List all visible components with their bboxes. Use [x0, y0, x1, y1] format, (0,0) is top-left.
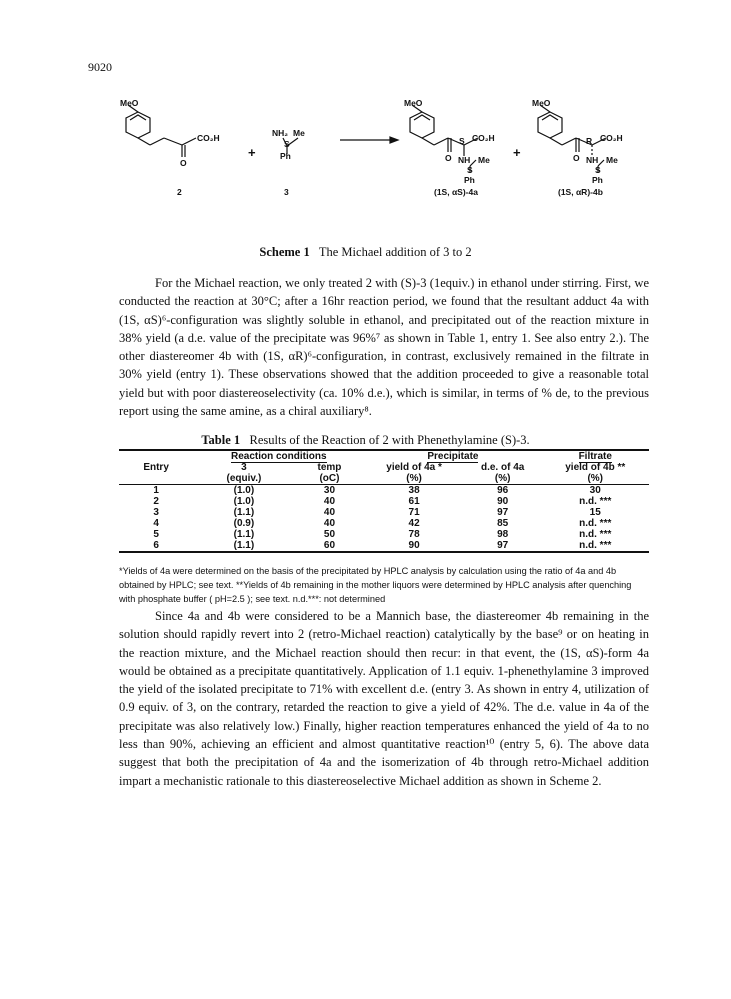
results-table: [119, 449, 649, 553]
scheme-caption: [0, 245, 731, 260]
header-precipitate: Precipitate: [364, 450, 541, 462]
co2h-label-2: CO₂H: [197, 133, 220, 143]
header-entry: [119, 450, 193, 462]
s-label-4a-amine: S: [467, 165, 473, 175]
scheme-1-figure: [100, 96, 700, 226]
o-label-2: O: [180, 158, 187, 168]
col-de-4a-unit: (%): [464, 473, 542, 485]
me-label-3: Me: [293, 128, 305, 138]
table-row: 1 (1.0) 30 38 96 30: [153, 485, 601, 496]
header-filtrate: Filtrate: [541, 450, 649, 462]
meo-label-4b: MeO: [532, 98, 551, 108]
o-label-4a: O: [445, 153, 452, 163]
compound-2-label: 2: [177, 187, 182, 197]
table-caption-label: Table 1: [201, 433, 241, 447]
paragraph-1: [119, 274, 649, 420]
header-conditions: Reaction conditions: [193, 450, 364, 462]
paragraph-2: [119, 607, 649, 790]
meo-label-2: MeO: [120, 98, 139, 108]
co2h-label-4b: CO₂H: [600, 133, 623, 143]
col-yield-4a: yield of 4a *: [386, 462, 442, 473]
ph-label-4a: Ph: [464, 175, 475, 185]
plus-sign-2: +: [513, 145, 521, 160]
s-label-3: S: [284, 139, 290, 149]
col-de-4a: d.e. of 4a: [480, 462, 525, 473]
compound-3-label: 3: [284, 187, 289, 197]
table-caption: [0, 433, 731, 448]
table-row: 2 (1.0) 40 61 90 n.d. ***: [153, 496, 612, 507]
me-label-4a: Me: [478, 155, 490, 165]
col-yield-4b-unit: (%): [541, 473, 649, 485]
table-row: 4 (0.9) 40 42 85 n.d. ***: [153, 518, 612, 529]
table-footnote: *Yields of 4a were determined on the basis of the precipitated by HPLC analysis by calculation using the ratio of 4a and 4b obtained by HPLC; see text. **Yields of 4b remaining in the mother liquors were determined by HPLC analysis after quenching with phosphate buffer ( pH=2.5 ); see text. n.d.***: not determined: [119, 566, 632, 604]
compound-4b-label: (1S, αR)-4b: [558, 187, 603, 197]
ph-label-4b: Ph: [592, 175, 603, 185]
ph-label-3: Ph: [280, 151, 291, 161]
table-caption-text: Results of the Reaction of 2 with Phenethylamine (S)-3.: [249, 433, 530, 447]
meo-label-4a: MeO: [404, 98, 423, 108]
col-yield-4a-unit: (%): [364, 473, 464, 485]
o-label-4b: O: [573, 153, 580, 163]
r-label-4b: R: [586, 136, 593, 146]
paragraph-1-text: For the Michael reaction, we only treated 2 with (S)-3 (1equiv.) in ethanol under stirring. First, we conducted the reaction at 30°C; after a 16hr reaction period, we found that the resultant adduct 4a with (1S, αS)⁶-configuration was slightly soluble in ethanol, and precipitated out of the reaction mixture in 38% yield (a d.e. value of the precipitate was 96%⁷ as shown in Table 1, entry 1. See also entry 2.). The other diastereomer 4b with (1S, αR)⁶-configuration, in contrast, exclusively remained in the filtrate in 30% yield (entry 1). These observations showed that the addition proceeded to give a reasonable total yield but with poor diastereoselectivity (ca. 10% d.e.), which is similar, in terms of % de, to the previous report using the same amine, as a chiral auxiliary⁸.: [119, 276, 649, 419]
s-label-4a: S: [459, 136, 465, 146]
col-yield-4b: yield of 4b **: [565, 462, 626, 473]
nh-label-4b: NH: [586, 155, 599, 165]
co2h-label-4a: CO₂H: [472, 133, 495, 143]
table-row: 5 (1.1) 50 78 98 n.d. ***: [153, 529, 612, 540]
col-equiv: 3: [241, 462, 247, 473]
scheme-caption-label: Scheme 1: [259, 245, 310, 259]
col-temp-unit: (oC): [295, 473, 365, 485]
plus-sign-1: +: [248, 145, 256, 160]
me-label-4b: Me: [606, 155, 618, 165]
compound-4a-label: (1S, αS)-4a: [434, 187, 478, 197]
table-row: 3 (1.1) 40 71 97 15: [153, 507, 601, 518]
table-row: 6 (1.1) 60 90 97 n.d. ***: [119, 540, 649, 552]
paragraph-2-text: Since 4a and 4b were considered to be a Mannich base, the diastereomer 4b remaining in the solution should rapidly revert into 2 (retro-Michael reaction) catalytically by the base⁹ or on heating in the reaction mixture, and the Michael reaction should then recur: in that event, the (1S, αS)-form 4a would be obtained as a precipitate quantitatively. Application of 1.1 equiv. 1-phenethylamine 3 improved the yield of the isolated precipitate to 71% with excellent d.e. (entry 3. As shown in entry 4, utilization of 0.9 equiv. of 3, on the contrary, retarded the reaction to give a yield of 42%. The d.e. value in 4a of the precipitate was also relatively low.) Finally, higher reaction temperatures enhanced the yield of 4a to no less than 90%, achieving an efficient and almost quantitative reaction¹⁰ (entry 5, 6). The above data suggest that both the precipitation of 4a and the isomerization of 4b through retro-Michael addition impart a mechanistic rationale to this diastereoselective Michael addition as shown in Scheme 2.: [119, 609, 649, 788]
nh2-label-3: NH₂: [272, 128, 289, 138]
col-entry: Entry: [143, 462, 169, 473]
col-temp: temp: [317, 462, 342, 473]
nh-label-4a: NH: [458, 155, 471, 165]
s-label-4b-amine: S: [595, 165, 601, 175]
col-equiv-unit: (equiv.): [193, 473, 294, 485]
page-number: 9020: [88, 60, 112, 74]
scheme-caption-text: The Michael addition of 3 to 2: [318, 245, 472, 259]
